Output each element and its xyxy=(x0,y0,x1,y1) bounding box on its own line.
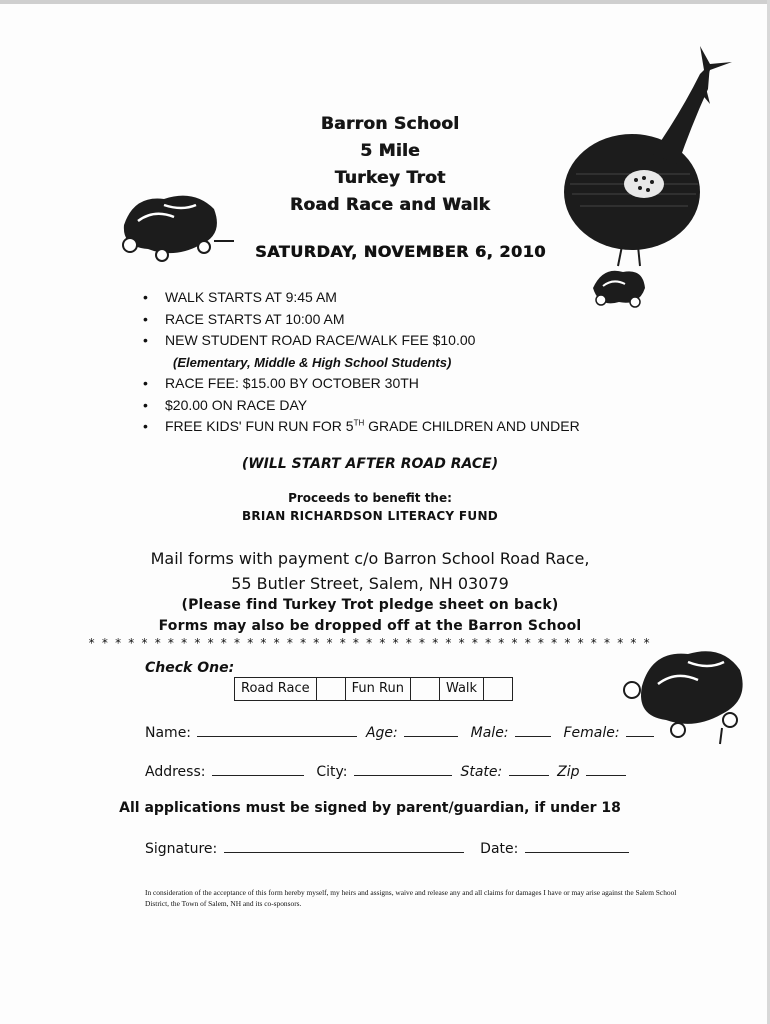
drop-off-note: Forms may also be dropped off at the Barron School xyxy=(158,618,582,634)
guardian-note: All applications must be signed by parent/guardian, if under 18 xyxy=(119,800,621,816)
name-field[interactable] xyxy=(197,722,357,737)
option-fun-run[interactable] xyxy=(346,678,440,700)
option-road-race-checkbox[interactable] xyxy=(317,678,345,700)
scan-edge-top xyxy=(0,0,770,4)
option-road-race-label: Road Race xyxy=(235,678,317,700)
mail-instructions: Mail forms with payment c/o Barron School Road Race, xyxy=(150,549,590,568)
event-options xyxy=(234,677,513,701)
kids-run-text: FREE KIDS' FUN RUN FOR 5 xyxy=(165,418,354,434)
list-item-student-note: (Elementary, Middle & High School Students) xyxy=(173,354,452,370)
kids-run-note: (WILL START AFTER ROAD RACE) xyxy=(241,456,499,472)
kids-run-text-end: GRADE CHILDREN AND UNDER xyxy=(364,418,580,434)
state-label: State: xyxy=(460,764,503,780)
male-label: Male: xyxy=(470,725,509,741)
name-label: Name: xyxy=(145,725,192,741)
event-date: SATURDAY, NOVEMBER 6, 2010 xyxy=(255,242,546,261)
city-label: City: xyxy=(316,764,348,780)
list-item-race: • RACE STARTS AT 10:00 AM xyxy=(143,309,580,331)
row-address xyxy=(145,761,630,780)
title-school: Barron School xyxy=(320,114,460,134)
list-item-race-day: • $20.00 ON RACE DAY xyxy=(143,395,580,417)
title-event: Turkey Trot xyxy=(334,168,446,188)
age-field[interactable] xyxy=(404,722,458,737)
option-fun-run-label: Fun Run xyxy=(346,678,411,700)
female-label: Female: xyxy=(563,725,620,741)
list-item-student-fee: • NEW STUDENT ROAD RACE/WALK FEE $10.00 xyxy=(143,330,580,352)
female-field[interactable] xyxy=(626,722,654,737)
list-item-race-fee: • RACE FEE: $15.00 BY OCTOBER 30TH xyxy=(143,373,580,395)
male-field[interactable] xyxy=(515,722,551,737)
list-item-kids-run xyxy=(143,416,580,438)
runners-illustration-small xyxy=(583,258,655,318)
date-label: Date: xyxy=(480,841,519,857)
option-walk[interactable] xyxy=(440,678,512,700)
row-signature xyxy=(145,838,633,857)
title-distance: 5 Mile xyxy=(360,141,420,161)
turkey-illustration xyxy=(560,34,745,274)
runners-illustration-left xyxy=(104,185,239,270)
state-field[interactable] xyxy=(509,761,549,776)
option-road-race[interactable] xyxy=(235,678,346,700)
address-label: Address: xyxy=(145,764,206,780)
signature-field[interactable] xyxy=(224,838,464,853)
title-type: Road Race and Walk xyxy=(289,195,491,215)
list-item-walk: • WALK STARTS AT 9:45 AM xyxy=(143,287,580,309)
row-name-age-gender xyxy=(145,722,658,741)
liability-waiver: In consideration of the acceptance of this form hereby myself, my heirs and assigns, waive and release any and all claims for damages I have or may arise against the Salem School District, the Town of Salem, NH and its co-sponsors. xyxy=(145,888,677,908)
signature-label: Signature: xyxy=(145,841,218,857)
kids-run-superscript: TH xyxy=(353,418,365,428)
address-field[interactable] xyxy=(212,761,304,776)
check-one-label: Check One: xyxy=(145,660,235,676)
option-walk-checkbox[interactable] xyxy=(484,678,512,700)
pledge-note: (Please find Turkey Trot pledge sheet on back) xyxy=(181,597,559,613)
mail-address: 55 Butler Street, Salem, NH 03079 xyxy=(231,574,509,593)
separator-stars: * * * * * * * * * * * * * * * * * * * * * * * * * * * * * * * * * * * * * * * * * * * xyxy=(88,636,652,650)
option-walk-label: Walk xyxy=(440,678,484,700)
option-fun-run-checkbox[interactable] xyxy=(411,678,439,700)
zip-field[interactable] xyxy=(586,761,626,776)
proceeds-heading: Proceeds to benefit the: xyxy=(288,491,452,505)
city-field[interactable] xyxy=(354,761,452,776)
zip-label: Zip xyxy=(557,764,580,780)
age-label: Age: xyxy=(365,725,398,741)
proceeds-fund: BRIAN RICHARDSON LITERACY FUND xyxy=(241,509,499,523)
date-field[interactable] xyxy=(525,838,629,853)
event-details-list xyxy=(143,287,580,438)
